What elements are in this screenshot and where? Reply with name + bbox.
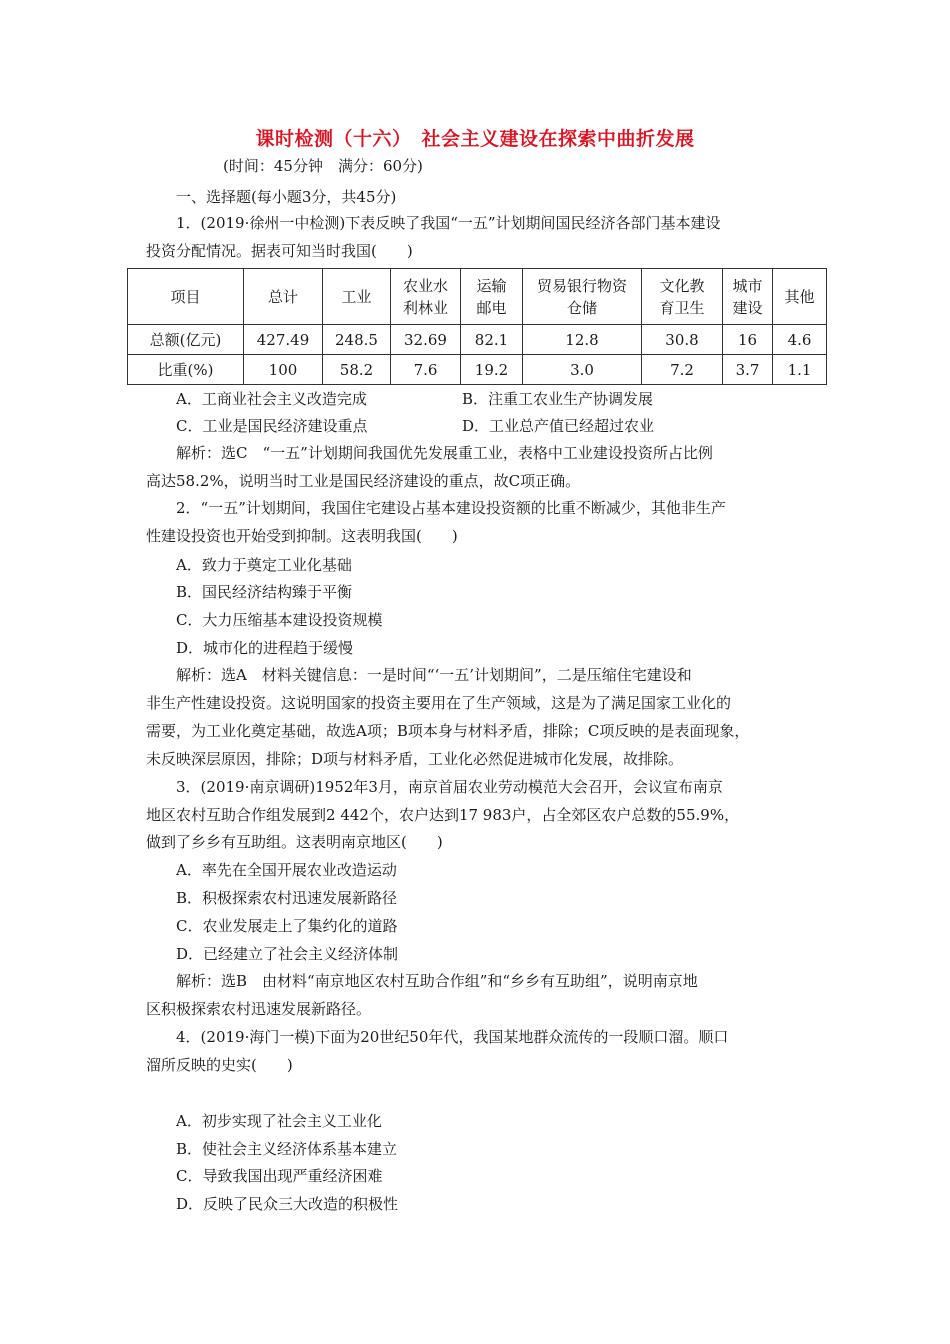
table-header-row	[128, 269, 827, 325]
q2-option-c: C．大力压缩基本建设投资规模	[176, 611, 383, 629]
q2-analysis-line-4: 未反映深层原因，排除；D项与材料矛盾，工业化必然促进城市化发展，故排除。	[146, 750, 684, 768]
table-cell: 7.2	[642, 355, 723, 385]
table-cell: 16	[723, 325, 773, 355]
header-cell: 项目	[128, 269, 244, 325]
q4-option-c: C．导致我国出现严重经济困难	[176, 1167, 383, 1185]
q4-option-b: B．使社会主义经济体系基本建立	[176, 1140, 398, 1158]
table-row	[128, 355, 827, 385]
q3-stem-line-1: 3．(2019·南京调研)1952年3月，南京首届农业劳动模范大会召开，会议宣布南京	[176, 778, 723, 796]
header-cell: 运输 邮电	[461, 269, 523, 325]
q3-analysis-line-2: 区积极探索农村迅速发展新路径。	[146, 1000, 372, 1018]
section-heading: 一、选择题(每小题3分，共45分)	[176, 188, 397, 206]
q2-analysis-line-3: 需要，为工业化奠定基础，故选A项；B项本身与材料矛盾，排除；C项反映的是表面现象，	[146, 722, 750, 740]
q3-option-b: B．积极探索农村迅速发展新路径	[176, 889, 398, 907]
q2-stem-line-1: 2．“一五”计划期间，我国住宅建设占基本建设投资额的比重不断减少，其他非生产	[176, 499, 726, 517]
q4-stem-line-2: 溜所反映的史实( )	[146, 1056, 293, 1074]
header-cell: 贸易银行物资 仓储	[523, 269, 642, 325]
q2-option-d: D．城市化的进程趋于缓慢	[176, 639, 354, 657]
table-cell: 12.8	[523, 325, 642, 355]
q4-option-d: D．反映了民众三大改造的积极性	[176, 1195, 399, 1213]
table-cell: 3.0	[523, 355, 642, 385]
table-cell: 1.1	[773, 355, 827, 385]
table-cell: 比重(%)	[128, 355, 244, 385]
q1-option-d: D．工业总产值已经超过农业	[462, 417, 655, 435]
q1-option-a: A．工商业社会主义改造完成	[176, 390, 367, 408]
q2-analysis-line-2: 非生产性建设投资。这说明国家的投资主要用在了生产领域，这是为了满足国家工业化的	[146, 694, 732, 712]
header-cell: 工业	[323, 269, 391, 325]
table-cell: 总额(亿元)	[128, 325, 244, 355]
q2-analysis-line-1: 解析：选A 材料关键信息：一是时间“‘一五’计划期间”，二是压缩住宅建设和	[176, 666, 692, 684]
q1-option-b: B．注重工农业生产协调发展	[462, 390, 654, 408]
q4-option-a: A．初步实现了社会主义工业化	[176, 1112, 382, 1130]
header-cell: 总计	[244, 269, 323, 325]
q3-analysis-line-1: 解析：选B 由材料“南京地区农村互助合作组”和“乡乡有互助组”，说明南京地	[176, 972, 698, 990]
header-cell: 文化教 育卫生	[642, 269, 723, 325]
page-title: 课时检测（十六） 社会主义建设在探索中曲折发展	[255, 128, 695, 150]
q3-option-c: C．农业发展走上了集约化的道路	[176, 917, 398, 935]
q1-option-c: C．工业是国民经济建设重点	[176, 417, 368, 435]
table-cell: 100	[244, 355, 323, 385]
table-cell: 58.2	[323, 355, 391, 385]
q1-stem-line-2: 投资分配情况。据表可知当时我国( )	[146, 242, 413, 260]
q2-stem-line-2: 性建设投资也开始受到抑制。这表明我国( )	[146, 527, 458, 545]
table-cell: 4.6	[773, 325, 827, 355]
table-row	[128, 325, 827, 355]
header-cell: 农业水 利林业	[391, 269, 461, 325]
table-cell: 3.7	[723, 355, 773, 385]
q4-stem-line-1: 4．(2019·海门一模)下面为20世纪50年代，我国某地群众流传的一段顺口溜。顺口	[176, 1028, 729, 1046]
table-cell: 248.5	[323, 325, 391, 355]
q3-stem-line-3: 做到了乡乡有互助组。这表明南京地区( )	[146, 833, 443, 851]
q3-stem-line-2: 地区农村互助合作组发展到2 442个，农户达到17 983户，占全郊区农户总数的55.9%，	[146, 806, 740, 824]
q1-analysis-line-1: 解析：选C “一五”计划期间我国优先发展重工业，表格中工业建设投资所占比例	[176, 444, 713, 462]
investment-table	[127, 268, 827, 385]
table-cell: 7.6	[391, 355, 461, 385]
header-cell: 其他	[773, 269, 827, 325]
q2-option-b: B．国民经济结构臻于平衡	[176, 583, 353, 601]
table-cell: 427.49	[244, 325, 323, 355]
q1-stem-line-1: 1．(2019·徐州一中检测)下表反映了我国“一五”计划期间国民经济各部门基本建设	[176, 214, 721, 232]
table-cell: 82.1	[461, 325, 523, 355]
exam-meta: (时间：45分钟 满分：60分)	[223, 157, 423, 175]
table-cell: 30.8	[642, 325, 723, 355]
q3-option-a: A．率先在全国开展农业改造运动	[176, 861, 397, 879]
q2-option-a: A．致力于奠定工业化基础	[176, 556, 352, 574]
header-cell: 城市 建设	[723, 269, 773, 325]
q1-analysis-line-2: 高达58.2%，说明当时工业是国民经济建设的重点，故C项正确。	[146, 472, 581, 490]
table-cell: 19.2	[461, 355, 523, 385]
q3-option-d: D．已经建立了社会主义经济体制	[176, 945, 399, 963]
table-cell: 32.69	[391, 325, 461, 355]
